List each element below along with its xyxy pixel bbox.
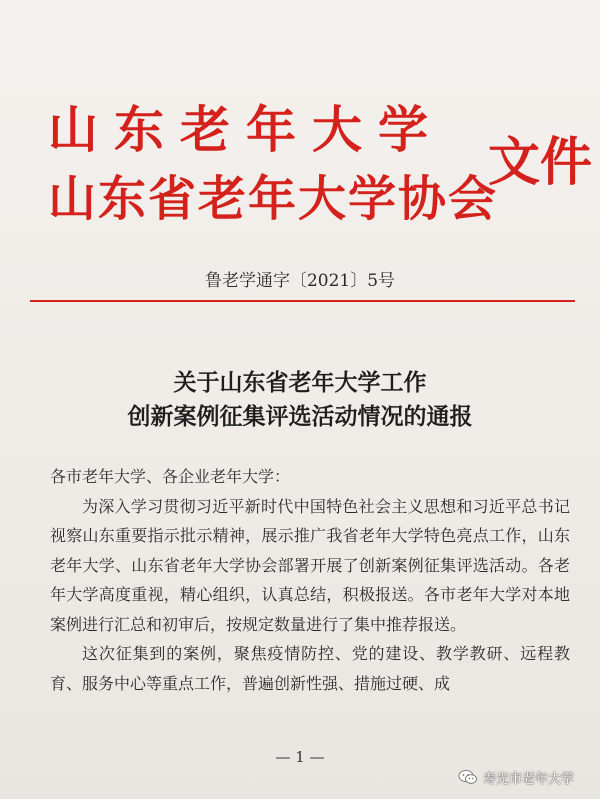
issuer-name-2: 山东省老年大学协会	[48, 171, 499, 227]
document-body	[50, 462, 570, 698]
document-title-line-1: 关于山东省老年大学工作	[173, 370, 427, 396]
body-paragraph-2: 这次征集到的案例，聚焦疫情防控、党的建设、教学教研、远程教育、服务中心等重点工作，普遍创新性强、措施过硬、成	[50, 644, 570, 693]
watermark-text: 寿光市老年大学	[483, 771, 575, 787]
document-number: 鲁老学通字〔2021〕5号	[204, 271, 396, 291]
body-paragraph-1: 为深入学习贯彻习近平新时代中国特色社会主义思想和习近平总书记视察山东重要指示批示精神，展示推广我省老年大学特色亮点工作，山东老年大学、山东省老年大学协会部署开展了创新案例征集评选活动。各老年大学高度重视，精心组织，认真总结，积极报送。各市老年大学对本地案例进行汇总和初审后，按规定数量进行了集中推荐报送。	[50, 496, 570, 634]
document-title-line-2: 创新案例征集评选活动情况的通报	[127, 404, 473, 430]
page-number: — 1 —	[275, 748, 325, 766]
salutation: 各市老年大学、各企业老年大学：	[50, 467, 291, 486]
document-type-label: 文件	[488, 132, 593, 193]
wechat-icon	[458, 769, 478, 785]
account-watermark	[458, 766, 574, 788]
red-separator-line	[30, 300, 575, 302]
issuer-name-1: 山东老年大学	[48, 100, 444, 159]
